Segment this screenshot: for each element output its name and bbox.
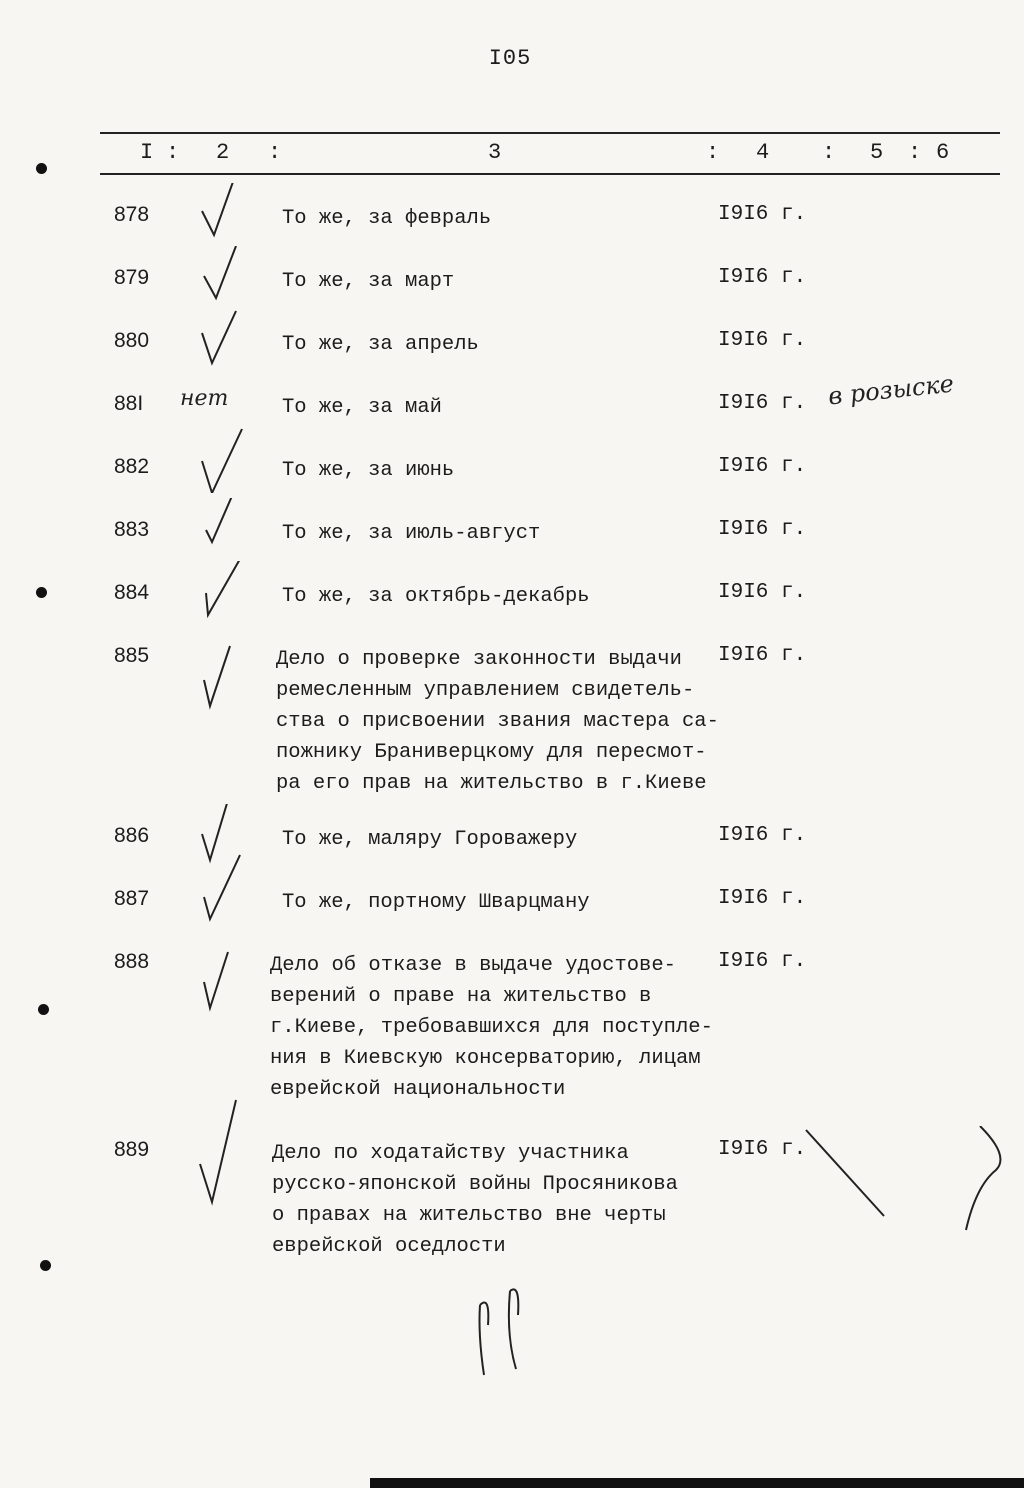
header-col-2: 2 [216,140,230,165]
row-number: 888 [114,950,150,973]
punch-hole-dot [38,1004,49,1015]
checkmark-icon [196,1098,246,1208]
header-col-4: 4 [756,140,770,165]
row-year: I9I6 г. [718,887,807,910]
row-number: 879 [114,266,150,289]
checkmark-icon [196,561,246,621]
row-number: 886 [114,824,150,847]
header-sep: : [268,140,282,165]
checkmark-icon [196,644,246,714]
row-number: 882 [114,455,150,478]
row-description: Дело об отказе в выдаче удостове- верений о праве на жительство в г.Киеве, требовавшихся для поступле- ния в Киевскую консерваторию, лицам еврейской национальности [270,954,713,1101]
header-col-5: 5 [870,140,884,165]
punch-hole-dot [40,1260,51,1271]
row-number: 883 [114,518,150,541]
row-description: То же, за май [282,396,442,419]
checkmark-icon [196,246,246,306]
punch-hole-dot [36,587,47,598]
row-number: 88I [114,392,144,415]
checkmark-icon [196,421,246,493]
header-sep: : [706,140,720,165]
signature-icon [460,1285,540,1385]
closing-bracket-icon [800,1126,1020,1236]
punch-hole-dot [36,163,47,174]
row-number: 887 [114,887,150,910]
table-top-rule [100,132,1000,134]
checkmark-icon [196,309,246,369]
row-description: То же, маляру Гороважеру [282,828,578,851]
row-description: То же, за февраль [282,207,492,230]
page-bottom-edge [370,1478,1024,1488]
header-sep: : [166,140,180,165]
checkmark-icon [196,853,246,923]
row-description: Дело о проверке законности выдачи ремесленным управлением свидетель- ства о присвоении звания мастера са- пожнику Браниверцкому для пересмот- ра его прав на жительство в г.Киеве [276,648,719,795]
row-year: I9I6 г. [718,950,807,973]
header-sep: : [822,140,836,165]
row-number: 885 [114,644,150,667]
header-sep: : [908,140,922,165]
row-year: I9I6 г. [718,581,807,604]
page-number: I05 [488,46,532,71]
row-year: I9I6 г. [718,1138,807,1161]
table-header-rule [100,173,1000,175]
row-number: 889 [114,1138,150,1161]
row-description: Дело по ходатайству участника русско-японской войны Просяникова о правах на жительство вне черты еврейской оседлости [272,1142,678,1258]
row-year: I9I6 г. [718,644,807,667]
row-number: 884 [114,581,150,604]
row-year: I9I6 г. [718,329,807,352]
row-year: I9I6 г. [718,455,807,478]
row-description: То же, за апрель [282,333,479,356]
row-description: То же, за март [282,270,455,293]
checkmark-icon [196,950,246,1020]
row-number: 880 [114,329,150,352]
header-col-6: 6 [936,140,950,165]
row-description: То же, за июль-август [282,522,541,545]
row-year: I9I6 г. [718,392,807,415]
row-year: I9I6 г. [718,824,807,847]
row-description: То же, портному Шварцману [282,891,590,914]
checkmark-icon [196,498,246,558]
row-year: I9I6 г. [718,203,807,226]
header-col-3: 3 [488,140,502,165]
header-col-1: I [140,140,154,165]
row-year: I9I6 г. [718,518,807,541]
row-description: То же, за октябрь-декабрь [282,585,590,608]
handwritten-note: в розыске [826,369,956,411]
row-year: I9I6 г. [718,266,807,289]
row-number: 878 [114,203,150,226]
row-description: То же, за июнь [282,459,455,482]
table-header [0,140,1024,170]
checkmark-icon [196,183,246,243]
absent-mark: нет [180,386,229,411]
